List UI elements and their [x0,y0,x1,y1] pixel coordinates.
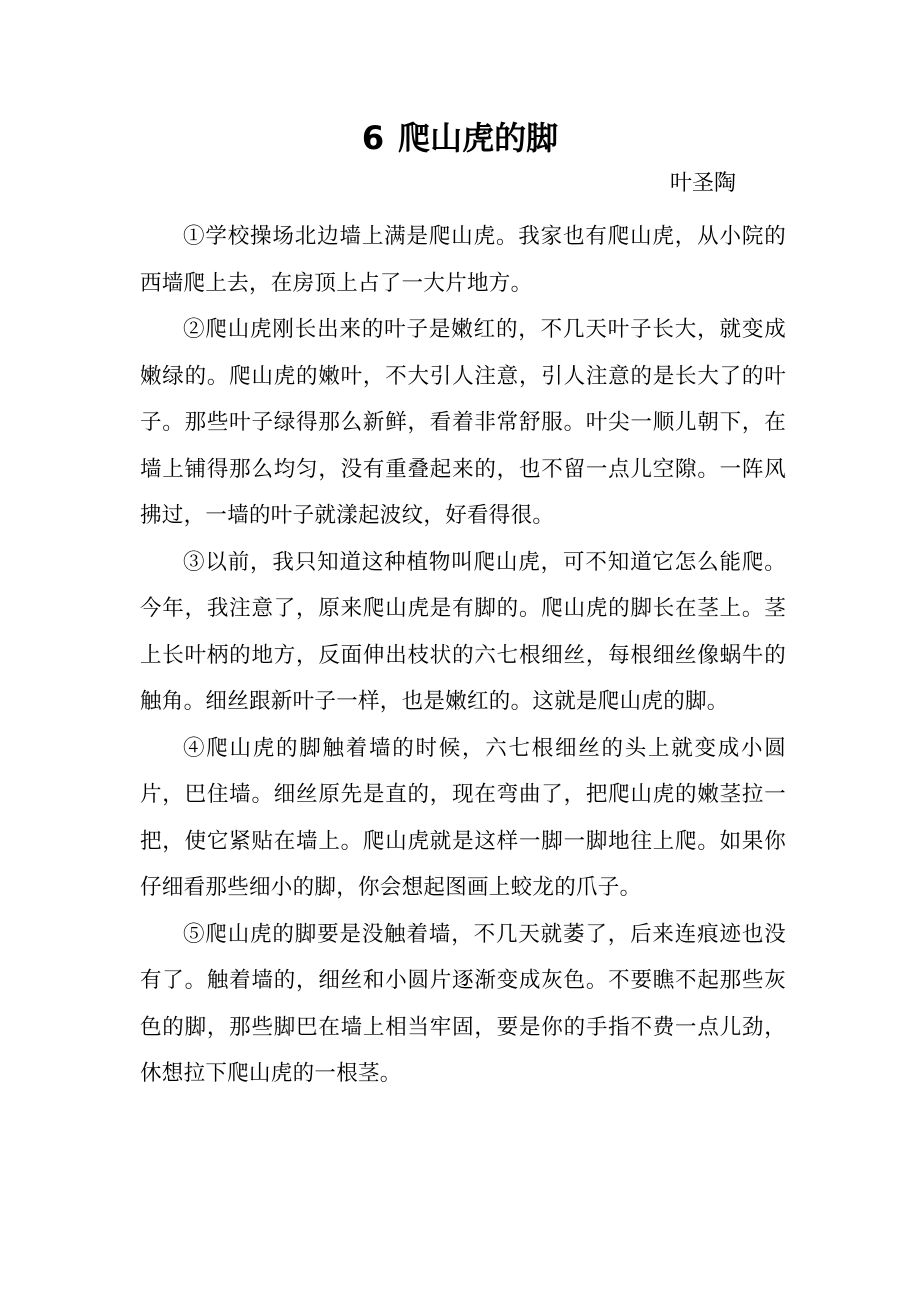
paragraph-5: ⑤爬山虎的脚要是没触着墙，不几天就萎了，后来连痕迹也没有了。触着墙的，细丝和小圆片逐渐变成灰色。不要瞧不起那些灰色的脚，那些脚巴在墙上相当牢固，要是你的手指不费一点儿劲，休想拉下爬山虎的一根茎。 [140,921,786,1086]
paragraph-4: ④爬山虎的脚触着墙的时候，六七根细丝的头上就变成小圆片，巴住墙。细丝原先是直的，现在弯曲了，把爬山虎的嫩茎拉一把，使它紧贴在墙上。爬山虎就是这样一脚一脚地往上爬。如果你仔细看那些细小的脚，你会想起图画上蛟龙的爪子。 [140,735,786,900]
title-text: 爬山虎的脚 [398,119,559,157]
author-name: 叶圣陶 [670,171,737,196]
paragraph-3: ③以前，我只知道这种植物叫爬山虎，可不知道它怎么能爬。今年，我注意了，原来爬山虎是有脚的。爬山虎的脚长在茎上。茎上长叶柄的地方，反面伸出枝状的六七根细丝，每根细丝像蜗牛的触角。细丝跟新叶子一样，也是嫩红的。这就是爬山虎的脚。 [140,549,786,714]
paragraph-2: ②爬山虎刚长出来的叶子是嫩红的，不几天叶子长大，就变成嫩绿的。爬山虎的嫩叶，不大引人注意，引人注意的是长大了的叶子。那些叶子绿得那么新鲜，看着非常舒服。叶尖一顺儿朝下，在墙上铺得那么均匀，没有重叠起来的，也不留一点儿空隙。一阵风拂过，一墙的叶子就漾起波纹，好看得很。 [140,317,786,528]
article-body [140,214,786,1098]
paragraph-1: ①学校操场北边墙上满是爬山虎。我家也有爬山虎，从小院的西墙爬上去，在房顶上占了一大片地方。 [140,224,786,296]
lesson-number: 6 [361,119,385,157]
page-title [0,116,920,160]
